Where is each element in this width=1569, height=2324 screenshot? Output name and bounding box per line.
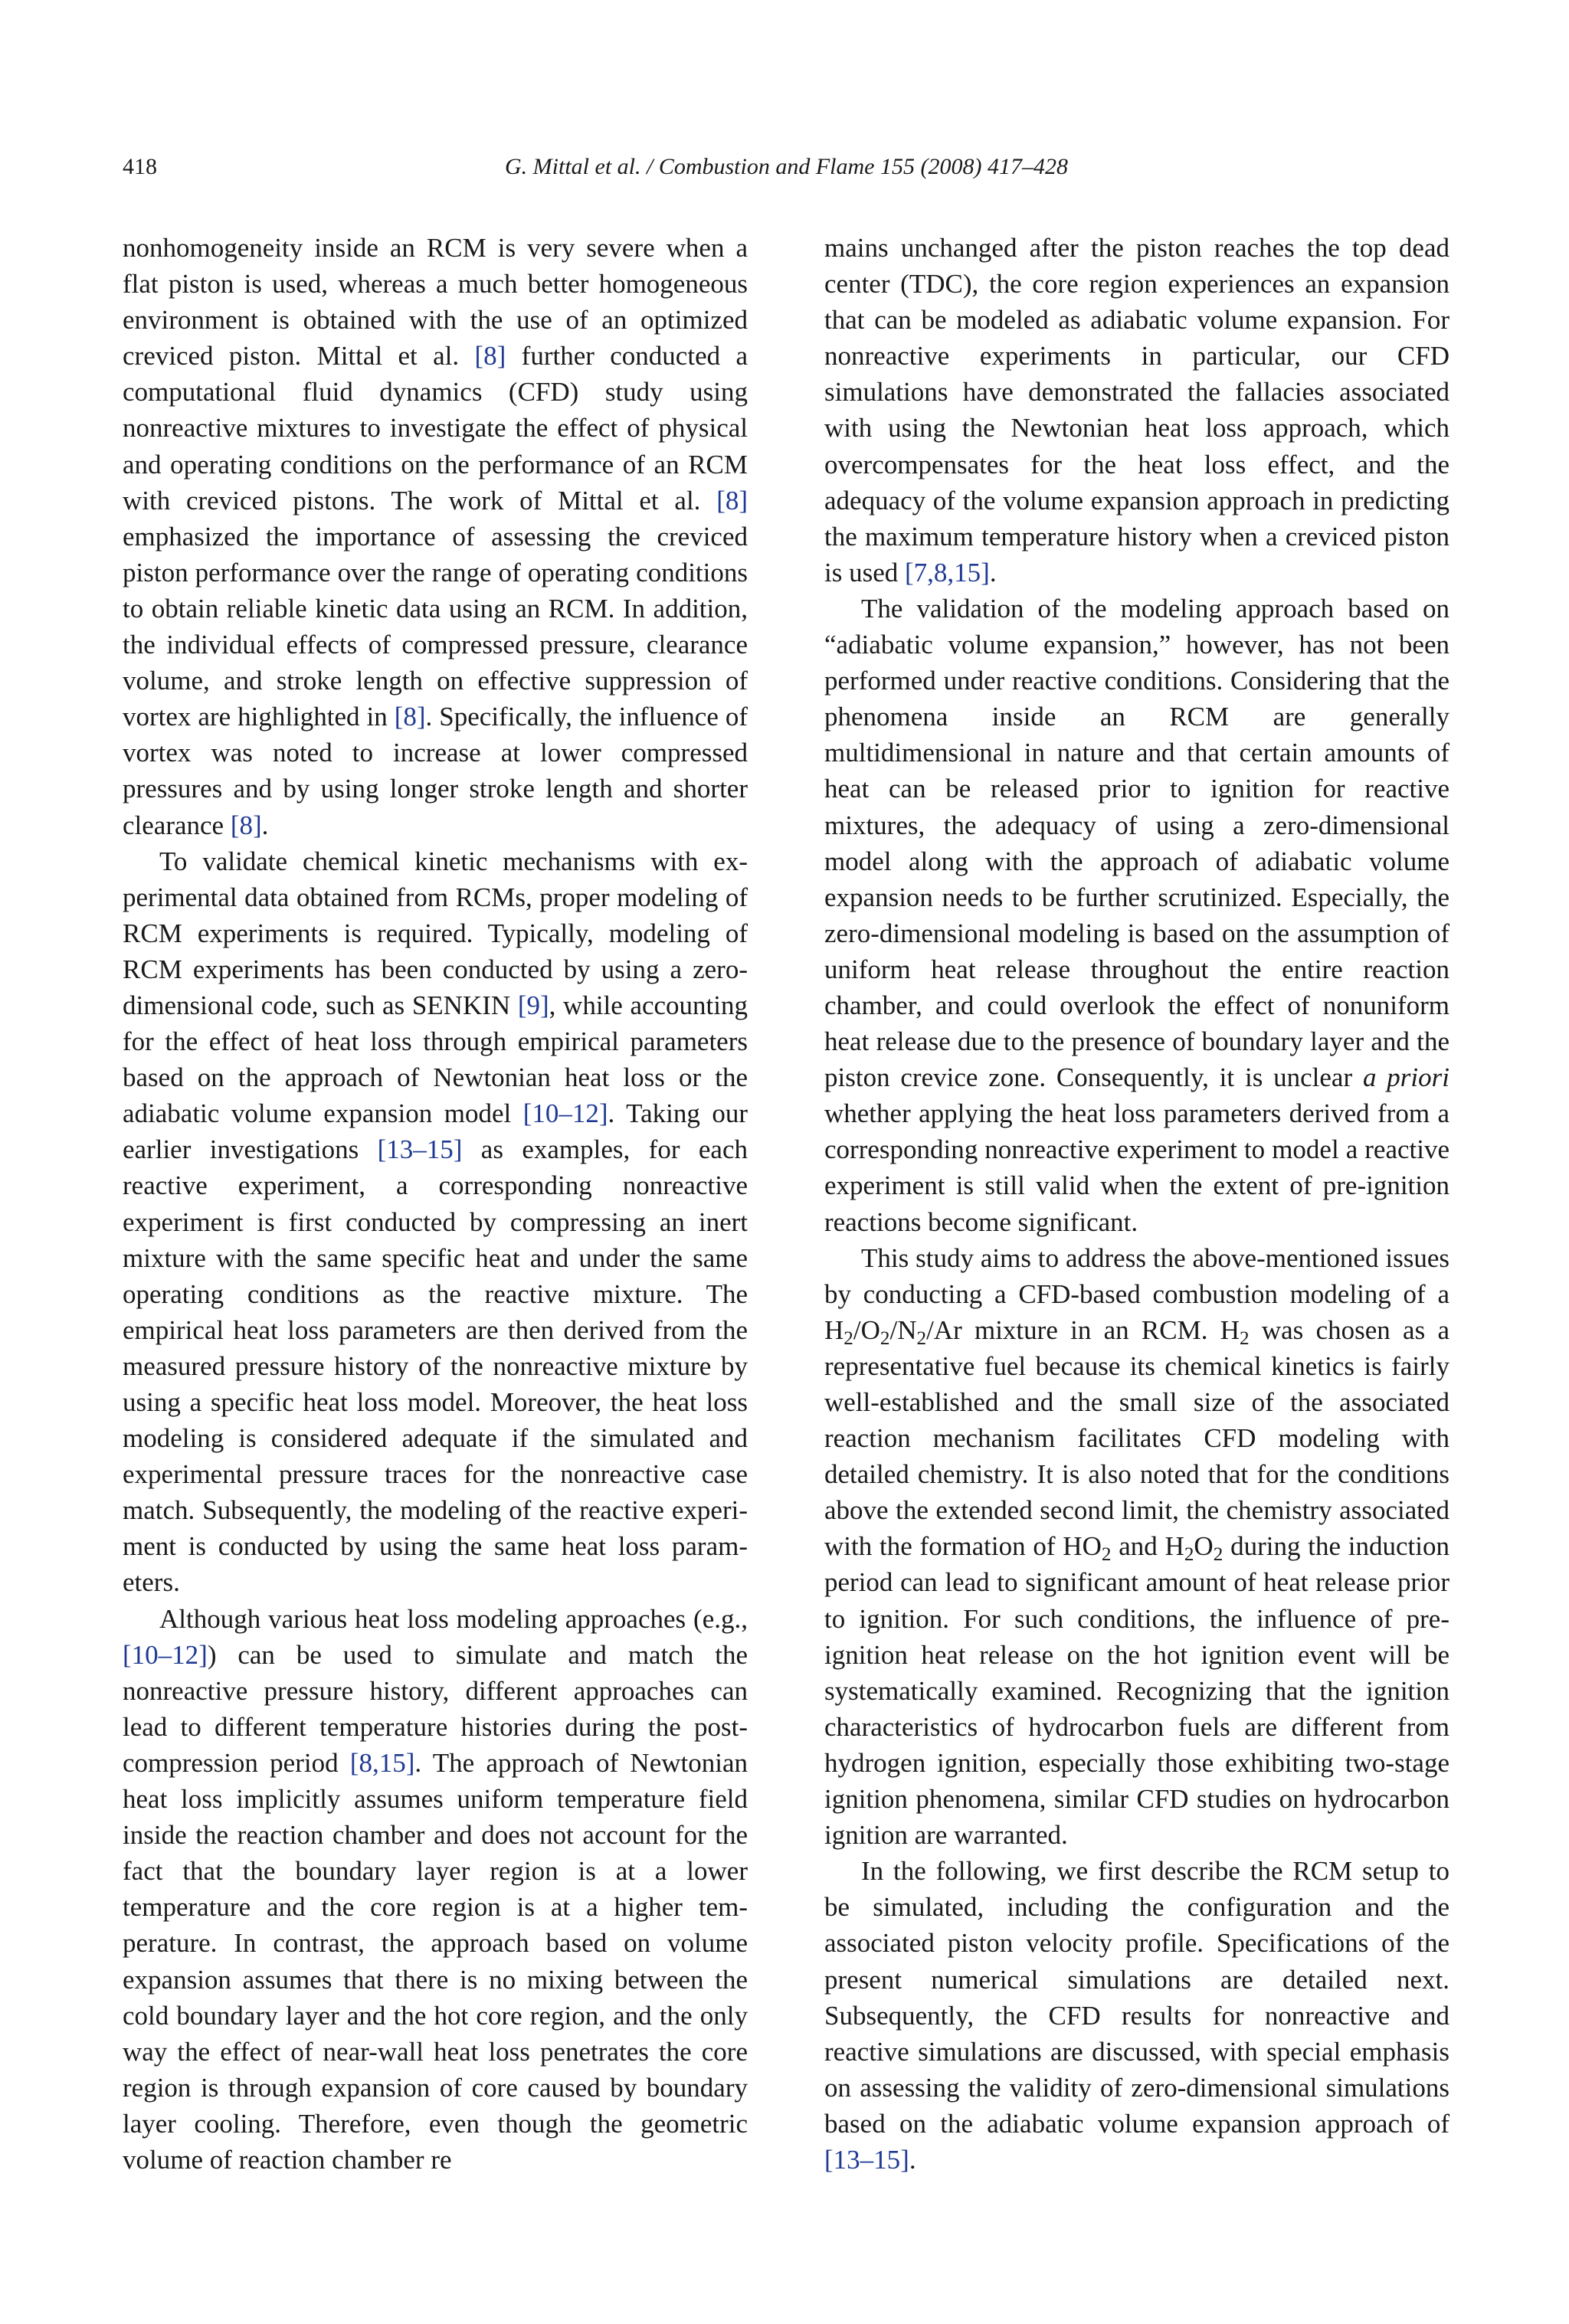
paragraph <box>824 591 1449 1240</box>
paragraph <box>824 1853 1449 2178</box>
paragraph <box>824 1240 1449 1854</box>
page-number: 418 <box>123 154 157 179</box>
citation-link[interactable]: [7,8,15] <box>905 557 990 588</box>
paragraph <box>123 1601 748 2178</box>
text-run: emphasized the importance of assessing the creviced piston performance over the range of operating conditions to obtain reliable kinetic data using an RCM. In addition, the individual effects of compressed pressure, clearance volume, and stroke length on effective suppression of vortex are highlighted in <box>123 521 748 732</box>
text-run: This study aims to address the above-mentioned issues by conducting a CFD-based combustion modeling of a H <box>824 1242 1449 1345</box>
subscript: 2 <box>879 1327 890 1349</box>
text-run: was chosen as a representative fuel because its chemical kinetics is fairly well-established and the small size of the associated reaction mechanism facilitates CFD modeling with detailed chemistry. It is also noted that for the conditions above the extended second limit, the chemistry associated with the formation of HO <box>824 1314 1449 1562</box>
subscript: 2 <box>843 1327 853 1349</box>
text-run: /N <box>889 1314 917 1345</box>
emphasis-text: a priori <box>1362 1062 1449 1093</box>
citation-link[interactable]: [8] <box>474 341 506 372</box>
paragraph <box>123 230 748 843</box>
paragraph <box>123 843 748 1601</box>
text-run: as examples, for each reactive experiment, a corresponding nonreactive experiment is first conducted by compressing an inert mixture with the same specific heat and under the same operating conditions as the reactive mixture. The empirical heat loss parameters are then derived from the measured pressure history of the nonreactive mixture by using a specific heat loss model. Moreover, the heat loss modeling is considered adequate if the simulated and experimental pressure traces for the nonreactive case match. Subsequently, the modeling of the reactive experiment is conducted by using the same heat loss parameters. <box>123 1134 748 1598</box>
subscript: 2 <box>916 1327 927 1349</box>
subscript: 2 <box>1184 1544 1194 1566</box>
text-run: The validation of the modeling approach based on “adiabatic volume expansion,” however, has not been performed under reactive conditions. Considering that the phenomena inside an RCM are generally multidimensional in nature and that certain amounts of heat can be released prior to ignition for reactive mixtures, the adequacy of using a zero-dimensional model along with the approach of adiabatic volume expansion needs to be further scrutinized. Especially, the zero-dimensional modeling is based on the assumption of uniform heat release throughout the entire reaction chamber, and could overlook the effect of nonuniform heat release due to the presence of boundary layer and the piston crevice zone. Consequently, it is unclear <box>824 593 1449 1093</box>
subscript: 2 <box>1240 1327 1250 1349</box>
running-title: G. Mittal et al. / Combustion and Flame 155 (2008) 417–428 <box>505 154 1068 179</box>
subscript: 2 <box>1213 1544 1223 1566</box>
citation-link[interactable]: [10–12] <box>123 1639 208 1670</box>
text-run: during the induction period can lead to significant amount of heat release prior to ignition. For such conditions, the influence of pre-ignition heat release on the hot ignition event will be systematically examined. Recognizing that the ignition characteristics of hydrocarbon fuels are different from hydrogen ignition, especially those exhibiting two-stage ignition phenomena, similar CFD studies on hydrocarbon ignition are warranted. <box>824 1531 1449 1851</box>
citation-link[interactable]: [8] <box>230 810 262 840</box>
left-column <box>123 230 748 2178</box>
text-run: further conducted a computational fluid dynamics (CFD) study using nonreactive mixtures to investigate the effect of physical and operating conditions on the performance of an RCM with creviced pistons. The work of Mittal et al. <box>123 341 748 516</box>
text-run: whether applying the heat loss parameters derived from a corresponding nonreactive experiment to model a reactive experiment is still valid when the extent of pre-ignition reactions become significant. <box>824 1098 1449 1237</box>
text-run: . <box>909 2144 916 2175</box>
text-run: . <box>261 810 269 840</box>
text-run: To validate chemical kinetic mechanisms with experimental data obtained from RCMs, proper modeling of RCM experiments is required. Typically, modeling of RCM experiments has been conducted by using a zero-dimensional code, such as SENKIN <box>123 846 748 1020</box>
text-run: Although various heat loss modeling approaches (e.g., <box>159 1603 748 1634</box>
text-run: . The approach of Newtonian heat loss implicitly assumes uniform temperature field inside the reaction chamber and does not account for the fact that the boundary layer region is at a lower temperature and the core region is at a higher temperature. In contrast, the approach based on volume expansion assumes that there is no mixing between the cold boundary layer and the hot core region, and the only way the effect of near-wall heat loss penetrates the core region is through expansion of core caused by boundary layer cooling. Therefore, even though the geometric volume of reaction chamber re <box>123 1747 748 2175</box>
right-column <box>824 230 1449 2178</box>
citation-link[interactable]: [13–15] <box>377 1134 463 1165</box>
paragraph <box>824 230 1449 591</box>
text-run: and H <box>1111 1531 1184 1562</box>
text-run: , while accounting for the effect of heat loss through empirical parameters based on the approach of Newtonian heat loss or the adiabatic volume expansion model <box>123 990 748 1129</box>
text-run: . <box>989 557 997 588</box>
text-run: O <box>1194 1531 1214 1562</box>
citation-link[interactable]: [13–15] <box>824 2144 909 2175</box>
citation-link[interactable]: [10–12] <box>522 1098 608 1129</box>
text-run: ) can be used to simulate and match the nonreactive pressure history, different approaches can lead to different temperature histories during the postcompression period <box>123 1639 748 1778</box>
page-header <box>123 150 1450 184</box>
text-run: mains unchanged after the piston reaches the top dead center (TDC), the core region experiences an expansion that can be modeled as adiabatic volume expansion. For nonreactive experiments in particular, our CFD simulations have demonstrated the fallacies associated with using the Newtonian heat loss approach, which overcompensates for the heat loss effect, and the adequacy of the volume expansion approach in predicting the maximum temperature history when a creviced piston is used <box>824 233 1449 588</box>
citation-link[interactable]: [8,15] <box>349 1747 415 1778</box>
text-run: . Taking our earlier investigations <box>123 1098 748 1165</box>
text-run: In the following, we first describe the RCM setup to be simulated, including the configuration and the associated piston velocity profile. Specifications of the present numerical simulations are detailed next. Subsequently, the CFD results for nonreactive and reactive simulations are discussed, with special emphasis on assessing the validity of zero-dimensional simulations based on the adiabatic volume expansion approach of <box>824 1856 1449 2139</box>
text-run: . Specifically, the influence of vortex was noted to increase at lower compressed pressures and by using longer stroke length and shorter clearance <box>123 702 748 840</box>
text-run: nonhomogeneity inside an RCM is very severe when a flat piston is used, whereas a much better homogeneous environment is obtained with the use of an optimized creviced piston. Mittal et al. <box>123 233 748 372</box>
subscript: 2 <box>1101 1544 1112 1566</box>
text-run: /Ar mixture in an RCM. H <box>926 1314 1240 1345</box>
text-run: /O <box>853 1314 880 1345</box>
citation-link[interactable]: [9] <box>517 990 549 1020</box>
citation-link[interactable]: [8] <box>716 485 748 516</box>
citation-link[interactable]: [8] <box>394 702 426 732</box>
